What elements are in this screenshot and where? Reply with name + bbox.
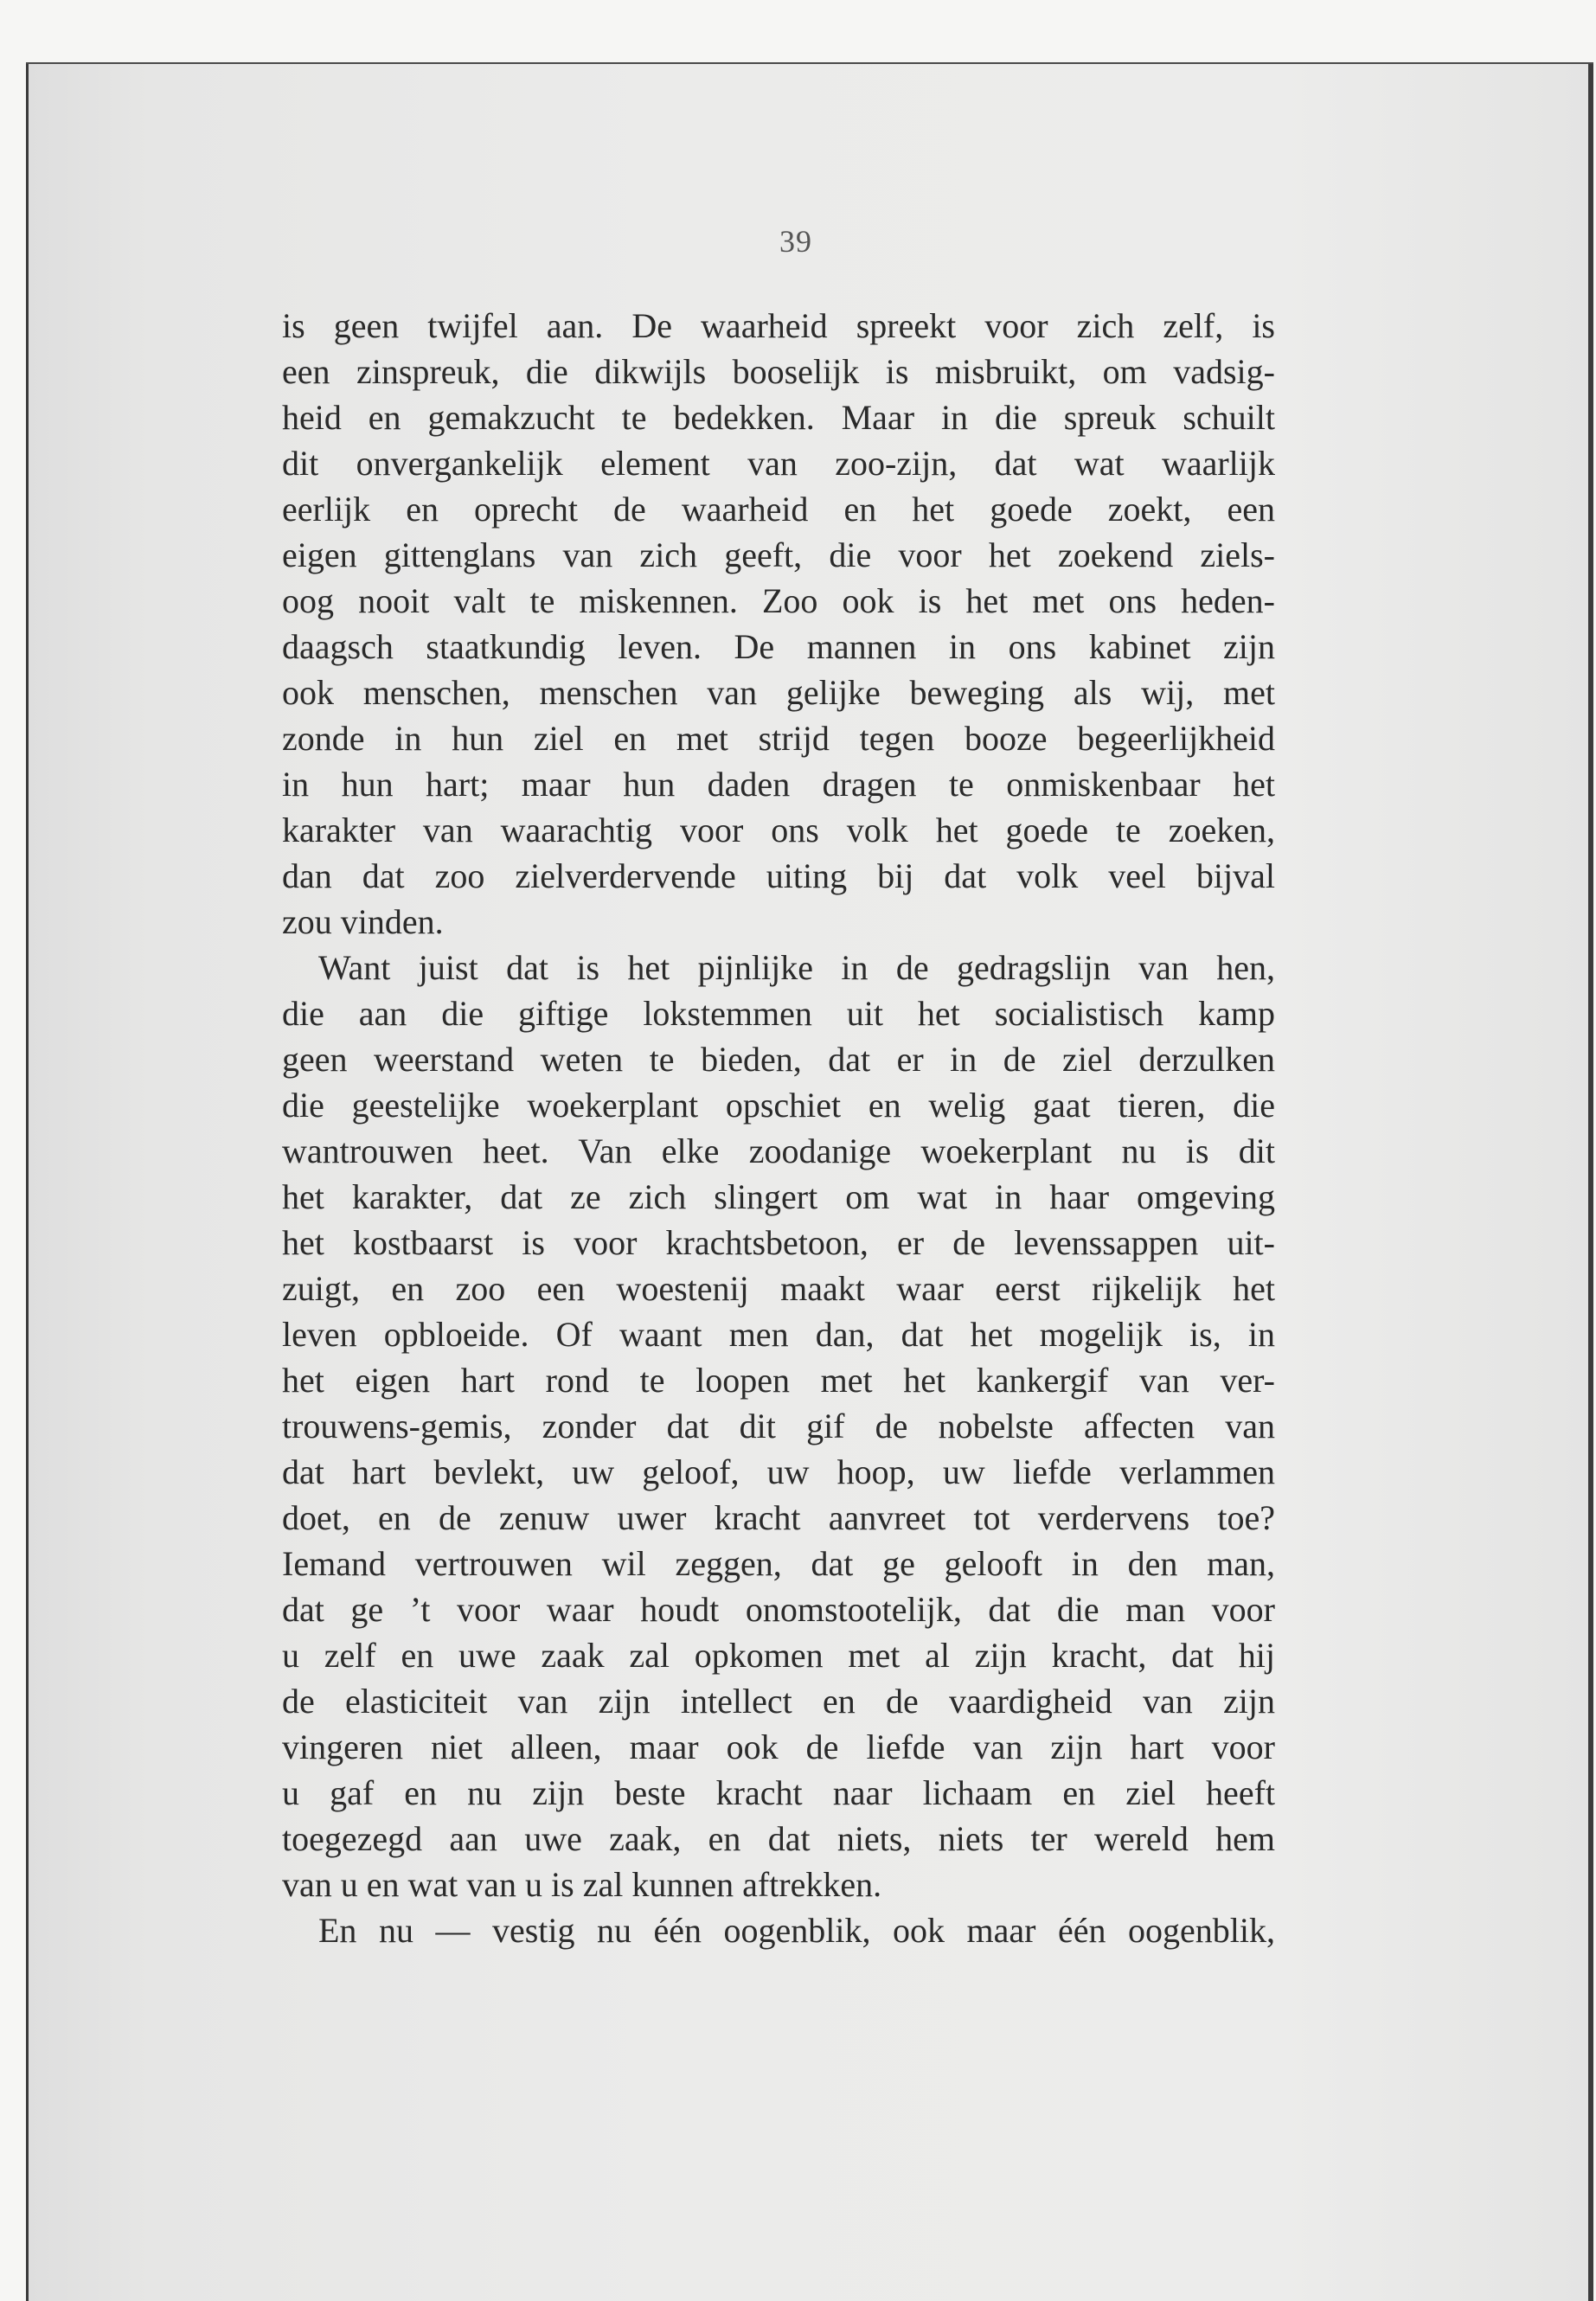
- text-line: ook menschen, menschen van gelijke beweging als wij, met: [282, 673, 1275, 712]
- text-line: die aan die giftige lokstemmen uit het socialistisch kamp: [282, 994, 1275, 1033]
- text-line: een zinspreuk, die dikwijls booselijk is misbruikt, om vadsig-: [282, 352, 1275, 391]
- text-line: trouwens-gemis, zonder dat dit gif de nobelste affecten van: [282, 1407, 1275, 1445]
- text-line: het kostbaarst is voor krachtsbetoon, er de levenssappen uit-: [282, 1223, 1275, 1262]
- body-text: [282, 303, 1275, 1953]
- text-line: daagsch staatkundig leven. De mannen in ons kabinet zijn: [282, 627, 1275, 666]
- text-line: eigen gittenglans van zich geeft, die voor het zoekend ziels-: [282, 535, 1275, 574]
- text-line: geen weerstand weten te bieden, dat er in de ziel derzulken: [282, 1040, 1275, 1079]
- text-line: oog nooit valt te miskennen. Zoo ook is het met ons heden-: [282, 581, 1275, 620]
- text-line: u gaf en nu zijn beste kracht naar lichaam en ziel heeft: [282, 1773, 1275, 1812]
- text-line: wantrouwen heet. Van elke zoodanige woekerplant nu is dit: [282, 1131, 1275, 1170]
- text-line: dat ge ’t voor waar houdt onomstootelijk, dat die man voor: [282, 1590, 1275, 1629]
- text-line: eerlijk en oprecht de waarheid en het goede zoekt, een: [282, 490, 1275, 529]
- text-line: die geestelijke woekerplant opschiet en welig gaat tieren, die: [282, 1086, 1275, 1125]
- text-line: doet, en de zenuw uwer kracht aanvreet tot verdervens toe?: [282, 1498, 1275, 1537]
- text-line: dit onvergankelijk element van zoo-zijn, dat wat waarlijk: [282, 444, 1275, 483]
- text-line: dan dat zoo zielverdervende uiting bij dat volk veel bijval: [282, 856, 1275, 895]
- text-line: zonde in hun ziel en met strijd tegen booze begeerlijkheid: [282, 719, 1275, 758]
- text-line: heid en gemakzucht te bedekken. Maar in die spreuk schuilt: [282, 398, 1275, 437]
- text-line: het karakter, dat ze zich slingert om wat in haar omgeving: [282, 1177, 1275, 1216]
- text-line: dat hart bevlekt, uw geloof, uw hoop, uw liefde verlammen: [282, 1452, 1275, 1491]
- text-line: Iemand vertrouwen wil zeggen, dat ge gelooft in den man,: [282, 1544, 1275, 1583]
- text-line: het eigen hart rond te loopen met het kankergif van ver-: [282, 1361, 1275, 1400]
- text-line: En nu — vestig nu één oogenblik, ook maar één oogenblik,: [318, 1911, 1275, 1950]
- text-line: in hun hart; maar hun daden dragen te onmiskenbaar het: [282, 765, 1275, 804]
- text-line: toegezegd aan uwe zaak, en dat niets, niets ter wereld hem: [282, 1819, 1275, 1858]
- page-right-edge: [1588, 64, 1593, 2301]
- text-line: is geen twijfel aan. De waarheid spreekt voor zich zelf, is: [282, 306, 1275, 345]
- text-line: zou vinden.: [282, 902, 444, 941]
- text-line: vingeren niet alleen, maar ook de liefde van zijn hart voor: [282, 1727, 1275, 1766]
- text-line: karakter van waarachtig voor ons volk het goede te zoeken,: [282, 811, 1275, 849]
- page-number: 39: [779, 224, 812, 259]
- text-line: van u en wat van u is zal kunnen aftrekken.: [282, 1865, 882, 1904]
- text-line: Want juist dat is het pijnlijke in de gedragslijn van hen,: [318, 948, 1275, 987]
- text-line: zuigt, en zoo een woestenij maakt waar eerst rijkelijk het: [282, 1269, 1275, 1308]
- text-line: leven opbloeide. Of waant men dan, dat het mogelijk is, in: [282, 1315, 1275, 1354]
- text-line: de elasticiteit van zijn intellect en de vaardigheid van zijn: [282, 1682, 1275, 1721]
- text-line: u zelf en uwe zaak zal opkomen met al zijn kracht, dat hij: [282, 1636, 1275, 1675]
